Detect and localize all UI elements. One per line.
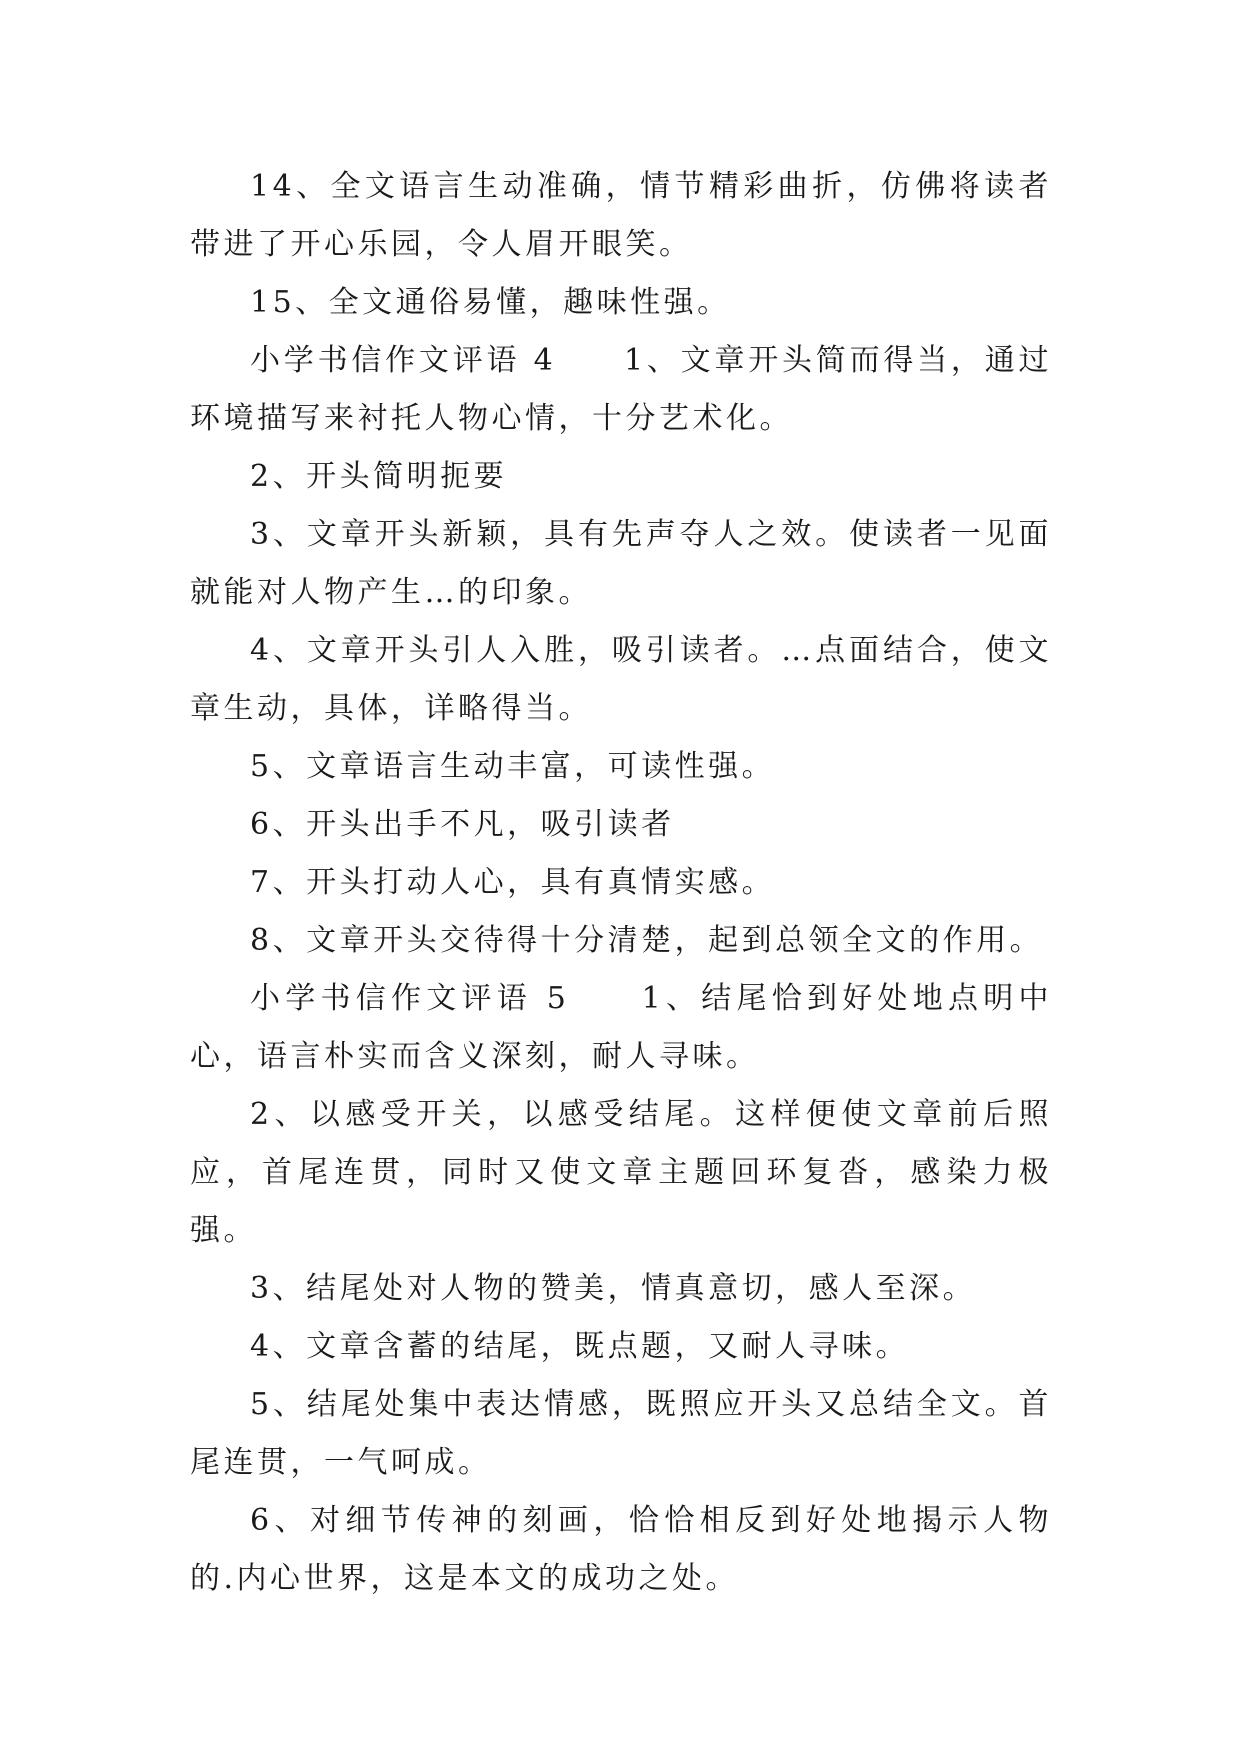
paragraph: 3、结尾处对人物的赞美，情真意切，感人至深。 xyxy=(250,1271,977,1306)
document-body xyxy=(190,158,1052,1608)
paragraph: 7、开头打动人心，具有真情实感。 xyxy=(250,865,776,900)
paragraph: 6、开头出手不凡，吸引读者 xyxy=(250,807,675,842)
paragraph: 2、以感受开关，以感受结尾。这样便使文章前后照应，首尾连贯，同时又使文章主题回环复沓，感染力极强。 xyxy=(190,1097,1052,1248)
paragraph: 8、文章开头交待得十分清楚，起到总领全文的作用。 xyxy=(250,923,1044,958)
paragraph: 15、全文通俗易懂，趣味性强。 xyxy=(250,285,731,320)
paragraph: 4、文章开头引人入胜，吸引读者。…点面结合，使文章生动，具体，详略得当。 xyxy=(190,633,1052,726)
paragraph: 6、对细节传神的刻画，恰恰相反到好处地揭示人物的.内心世界，这是本文的成功之处。 xyxy=(190,1503,1052,1596)
paragraph: 5、结尾处集中表达情感，既照应开头又总结全文。首尾连贯，一气呵成。 xyxy=(190,1387,1052,1480)
paragraph: 2、开头简明扼要 xyxy=(250,459,508,494)
paragraph: 4、文章含蓄的结尾，既点题，又耐人寻味。 xyxy=(250,1329,910,1364)
paragraph: 3、文章开头新颖，具有先声夺人之效。使读者一见面就能对人物产生…的印象。 xyxy=(190,517,1052,610)
paragraph: 14、全文语言生动准确，情节精彩曲折，仿佛将读者带进了开心乐园，令人眉开眼笑。 xyxy=(190,169,1052,262)
paragraph: 小学书信作文评语 4 1、文章开头简而得当，通过环境描写来衬托人物心情，十分艺术化。 xyxy=(190,343,1052,436)
paragraph: 小学书信作文评语 5 1、结尾恰到好处地点明中心，语言朴实而含义深刻，耐人寻味。 xyxy=(190,981,1052,1074)
paragraph: 5、文章语言生动丰富，可读性强。 xyxy=(250,749,776,784)
